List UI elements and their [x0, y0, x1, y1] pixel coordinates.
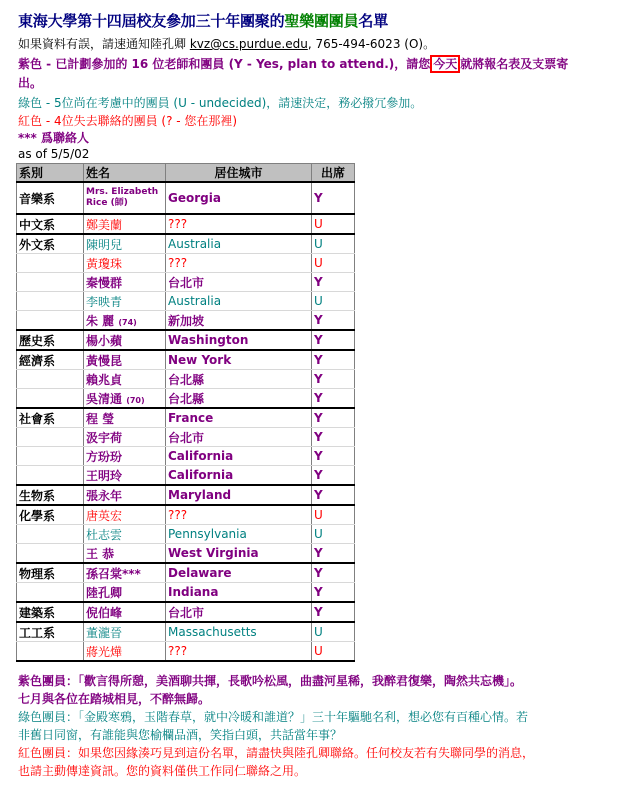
name-cell [84, 254, 166, 273]
table-row [17, 214, 355, 234]
name-cell [84, 214, 166, 234]
name-cell [84, 292, 166, 311]
attend-cell [312, 525, 355, 544]
table-row [17, 505, 355, 525]
name-cell [84, 234, 166, 254]
attend-cell [312, 311, 355, 331]
name-cell-text: 孫召棠*** [86, 566, 141, 581]
dept-cell [17, 292, 84, 311]
footer-purple-line-2: 七月與各位在踏城相見，不醉無歸。 [18, 692, 211, 706]
attend-cell-text: U [314, 508, 323, 522]
table-row [17, 622, 355, 642]
name-cell [84, 182, 166, 214]
attend-cell [312, 350, 355, 370]
city-cell [166, 182, 312, 214]
name-cell-text: 杜志雲 [86, 527, 123, 542]
dept-cell [17, 485, 84, 505]
attend-cell [312, 583, 355, 603]
attend-cell-text: U [314, 217, 323, 231]
table-row [17, 428, 355, 447]
attend-cell-text: U [314, 527, 323, 541]
name-cell-text: 楊小蘋 [86, 333, 123, 348]
table-row [17, 408, 355, 428]
dept-cell [17, 370, 84, 389]
as-of-date: as of 5/5/02 [18, 147, 90, 161]
dept-cell [17, 505, 84, 525]
name-cell-text: 董瀧晉 [86, 625, 123, 640]
attend-cell [312, 370, 355, 389]
dept-cell [17, 583, 84, 603]
dept-cell [17, 311, 84, 331]
header-attend: 出席 [312, 164, 355, 183]
footer-purple [18, 672, 618, 708]
name-cell [84, 330, 166, 350]
attend-cell [312, 182, 355, 214]
table-row [17, 447, 355, 466]
name-cell [84, 602, 166, 622]
table-row [17, 234, 355, 254]
attend-cell-text: U [314, 625, 323, 639]
city-cell [166, 485, 312, 505]
name-cell [84, 447, 166, 466]
roster-body [17, 182, 355, 661]
name-cell-text: 鄭美蘭 [86, 217, 123, 232]
attend-cell-text: U [314, 644, 323, 658]
dept-cell [17, 563, 84, 583]
attend-cell [312, 505, 355, 525]
dept-cell-text: 中文系 [19, 217, 56, 232]
name-cell [84, 428, 166, 447]
attend-cell-text: Y [314, 191, 323, 205]
class-year-note: (70) [126, 395, 145, 405]
name-cell [84, 389, 166, 409]
name-cell [84, 466, 166, 486]
city-cell [166, 428, 312, 447]
city-cell [166, 447, 312, 466]
name-cell-text: 秦慢群 [86, 275, 123, 290]
legend-red-line: 紅色 - 4位失去聯絡的團員 (? - 您在那裡) [18, 114, 238, 128]
attend-cell-text: U [314, 256, 323, 270]
name-cell [84, 622, 166, 642]
footer-teal-line-2: 非舊日同窗，有誰能與您榆欄品酒，笑指白頭，共話當年事？ [18, 728, 343, 742]
attend-cell [312, 485, 355, 505]
header-dept: 系別 [17, 164, 84, 183]
name-cell [84, 485, 166, 505]
city-cell [166, 622, 312, 642]
class-year-note: (74) [118, 317, 137, 327]
dept-cell [17, 525, 84, 544]
city-cell-text: Australia [168, 237, 222, 251]
attend-cell-text: Y [314, 449, 323, 463]
name-cell [84, 311, 166, 331]
table-row [17, 642, 355, 662]
city-cell-text: ??? [168, 217, 188, 231]
city-cell [166, 408, 312, 428]
dept-cell [17, 428, 84, 447]
dept-cell [17, 234, 84, 254]
attend-cell [312, 214, 355, 234]
name-cell [84, 350, 166, 370]
name-cell-text: 陸孔卿 [86, 585, 123, 600]
dept-cell [17, 350, 84, 370]
attend-cell-text: Y [314, 488, 323, 502]
today-box: 今天 [430, 55, 460, 73]
city-cell-text: Maryland [168, 488, 232, 502]
city-cell [166, 370, 312, 389]
dept-cell-text: 物理系 [19, 566, 56, 581]
dept-cell-text: 工工系 [19, 625, 56, 640]
city-cell-text: 台北市 [168, 430, 205, 445]
attend-cell [312, 292, 355, 311]
name-cell [84, 583, 166, 603]
name-cell-text: 李映青 [86, 294, 123, 309]
footer-red-line-1: 紅色團員：如果您因緣湊巧見到這份名單，請盡快與陸孔卿聯絡。任何校友若有失聯同學的消息， [18, 746, 535, 760]
dept-cell-text: 社會系 [19, 411, 56, 426]
dept-cell-text: 歷史系 [19, 333, 56, 348]
footer-teal [18, 708, 618, 744]
name-cell-text: 程 瑩 [86, 411, 115, 426]
name-cell [84, 642, 166, 662]
city-cell [166, 273, 312, 292]
dept-cell [17, 544, 84, 564]
attend-cell-text: Y [314, 605, 323, 619]
attend-cell-text: Y [314, 546, 323, 560]
attend-cell [312, 428, 355, 447]
dept-cell [17, 447, 84, 466]
name-cell-text: 王 恭 [86, 546, 115, 561]
attend-cell [312, 642, 355, 662]
dept-cell [17, 273, 84, 292]
dept-cell [17, 389, 84, 409]
attend-cell [312, 602, 355, 622]
dept-cell [17, 622, 84, 642]
table-row [17, 182, 355, 214]
city-cell [166, 466, 312, 486]
title-suffix: 名單 [358, 12, 389, 30]
attend-cell-text: Y [314, 430, 323, 444]
attend-cell-text: U [314, 237, 323, 251]
city-cell [166, 311, 312, 331]
contact-email-link[interactable]: kvz@cs.purdue.edu [189, 37, 308, 51]
name-cell-text: 朱 麗 [86, 313, 115, 328]
city-cell-text: Indiana [168, 585, 219, 599]
table-row [17, 350, 355, 370]
legend-purple-text: 紫色 - 已計劃參加的 16 位老師和團員 (Y - Yes, plan to attend.)，請您 [18, 57, 431, 71]
table-row [17, 311, 355, 331]
name-cell [84, 505, 166, 525]
city-cell-text: Massachusetts [168, 625, 257, 639]
city-cell-text: Pennsylvania [168, 527, 247, 541]
city-cell [166, 563, 312, 583]
city-cell-text: 新加坡 [168, 313, 205, 328]
city-cell-text: Washington [168, 333, 249, 347]
contact-phone: , 765-494-6023 (O)。 [307, 37, 436, 51]
city-cell [166, 254, 312, 273]
city-cell [166, 525, 312, 544]
attend-cell-text: Y [314, 313, 323, 327]
attend-cell-text: Y [314, 333, 323, 347]
name-cell-text: 黃慢昆 [86, 353, 123, 368]
table-row [17, 273, 355, 292]
attend-cell [312, 234, 355, 254]
contact-text: 如果資料有誤，請速通知陸孔卿 [18, 37, 190, 51]
name-cell-text: Mrs. Elizabeth Rice (師) [86, 187, 159, 208]
city-cell [166, 642, 312, 662]
dept-cell [17, 182, 84, 214]
table-row [17, 544, 355, 564]
city-cell-text: Delaware [168, 566, 232, 580]
city-cell [166, 583, 312, 603]
dept-cell-text: 建築系 [19, 605, 56, 620]
city-cell [166, 214, 312, 234]
name-cell-text: 吳清通 [86, 391, 123, 406]
city-cell-text: 台北市 [168, 605, 205, 620]
city-cell-text: France [168, 411, 214, 425]
attend-cell-text: Y [314, 468, 323, 482]
attend-cell [312, 408, 355, 428]
attend-cell [312, 466, 355, 486]
table-row [17, 466, 355, 486]
table-row [17, 330, 355, 350]
dept-cell [17, 408, 84, 428]
page-title [18, 10, 388, 31]
name-cell-text: 倪伯峰 [86, 605, 123, 620]
table-row [17, 389, 355, 409]
table-row [17, 602, 355, 622]
dept-cell-text: 化學系 [19, 508, 56, 523]
footer-red [18, 744, 618, 780]
header-name: 姓名 [84, 164, 166, 183]
dept-cell [17, 330, 84, 350]
legend-purple-text-2: 就將報名表及支票寄 [460, 57, 569, 71]
city-cell [166, 602, 312, 622]
attend-cell [312, 544, 355, 564]
city-cell-text: ??? [168, 256, 188, 270]
city-cell-text: ??? [168, 508, 188, 522]
attend-cell [312, 389, 355, 409]
city-cell-text: Australia [168, 294, 222, 308]
footer-teal-line-1: 綠色團員：「金殿寒鴉，玉階春草，就中冷暖和誰道？」三十年驅馳名利，想必您有百種心情。若 [18, 710, 529, 724]
city-cell-text: California [168, 449, 234, 463]
city-cell-text: ??? [168, 644, 188, 658]
name-cell-text: 唐英宏 [86, 508, 123, 523]
dept-cell [17, 602, 84, 622]
contact-person-note: *** 爲聯絡人 [18, 131, 90, 145]
footer-red-line-2: 也請主動傳達資訊。您的資料僅供工作同仁聯絡之用。 [18, 764, 307, 778]
table-header-row [17, 164, 355, 183]
attend-cell [312, 447, 355, 466]
name-cell [84, 273, 166, 292]
name-cell-text: 王明玲 [86, 468, 123, 483]
city-cell [166, 234, 312, 254]
name-cell-text: 汲宇荷 [86, 430, 123, 445]
city-cell [166, 544, 312, 564]
name-cell-text: 陳明兒 [86, 237, 123, 252]
table-row [17, 563, 355, 583]
name-cell [84, 408, 166, 428]
attend-cell-text: Y [314, 372, 323, 386]
dept-cell [17, 466, 84, 486]
attend-cell [312, 254, 355, 273]
city-cell [166, 330, 312, 350]
attend-cell-text: Y [314, 275, 323, 289]
city-cell [166, 389, 312, 409]
city-cell-text: 台北市 [168, 275, 205, 290]
dept-cell [17, 214, 84, 234]
legend-teal-line: 綠色 - 5位尚在考慮中的團員 (U - undecided)，請速決定，務必撥冗參加。 [18, 96, 423, 110]
city-cell-text: West Virginia [168, 546, 259, 560]
city-cell [166, 350, 312, 370]
dept-cell-text: 經濟系 [19, 353, 56, 368]
table-row [17, 370, 355, 389]
attend-cell-text: Y [314, 585, 323, 599]
legend-purple-line [18, 55, 568, 72]
name-cell [84, 370, 166, 389]
dept-cell-text: 音樂系 [19, 191, 56, 206]
table-row [17, 292, 355, 311]
dept-cell-text: 外文系 [19, 237, 56, 252]
table-row [17, 485, 355, 505]
attend-cell-text: Y [314, 391, 323, 405]
table-row [17, 525, 355, 544]
header-city: 居住城市 [166, 164, 312, 183]
name-cell-text: 張永年 [86, 488, 123, 503]
attend-cell [312, 563, 355, 583]
title-prefix: 東海大學第十四屆校友參加三十年團聚的 [18, 12, 285, 30]
attend-cell-text: U [314, 294, 323, 308]
city-cell-text: 台北縣 [168, 391, 205, 406]
name-cell [84, 544, 166, 564]
roster-table [16, 163, 355, 662]
table-row [17, 254, 355, 273]
title-highlight: 聖樂團團員 [284, 12, 359, 30]
name-cell-text: 方玢玢 [86, 449, 123, 464]
city-cell [166, 505, 312, 525]
attend-cell [312, 273, 355, 292]
legend-purple-cont: 出。 [18, 76, 43, 90]
name-cell-text: 賴兆貞 [86, 372, 123, 387]
table-row [17, 583, 355, 603]
dept-cell [17, 254, 84, 273]
attend-cell [312, 330, 355, 350]
attend-cell-text: Y [314, 566, 323, 580]
contact-line [18, 35, 435, 52]
city-cell-text: 台北縣 [168, 372, 205, 387]
name-cell-text: 黃瓊珠 [86, 256, 123, 271]
city-cell-text: Georgia [168, 191, 221, 205]
city-cell [166, 292, 312, 311]
footer-purple-line-1: 紫色團員：「歡言得所憩，美酒聊共揮，長歌吟松風，曲盡河星稀，我醉君復樂，陶然共忘機」。 [18, 674, 523, 688]
city-cell-text: California [168, 468, 234, 482]
attend-cell-text: Y [314, 353, 323, 367]
dept-cell [17, 642, 84, 662]
name-cell [84, 525, 166, 544]
name-cell [84, 563, 166, 583]
attend-cell-text: Y [314, 411, 323, 425]
name-cell-text: 蔣光燁 [86, 644, 123, 659]
city-cell-text: New York [168, 353, 232, 367]
attend-cell [312, 622, 355, 642]
dept-cell-text: 生物系 [19, 488, 56, 503]
